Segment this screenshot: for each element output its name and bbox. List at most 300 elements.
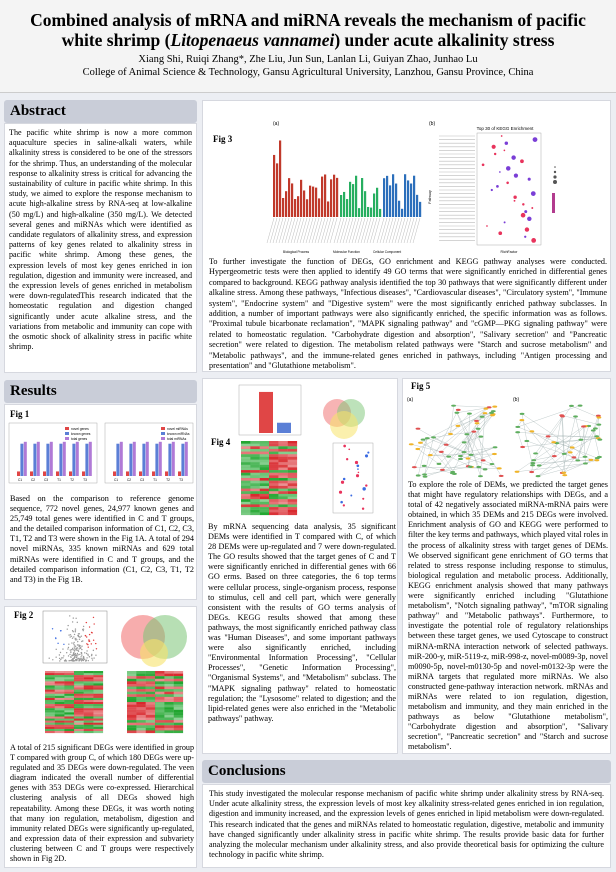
fig2-heatmap-d-cell xyxy=(136,694,145,697)
fig2-heatmap-c-cell xyxy=(84,681,94,683)
go-bar xyxy=(367,207,369,217)
volcano-point xyxy=(83,630,84,631)
fig1a-bar xyxy=(30,471,33,476)
fig2-heatmap-c-cell xyxy=(84,708,94,710)
go-bar xyxy=(383,178,385,217)
fig4-heatmap-cell xyxy=(241,512,250,515)
go-term-tick xyxy=(334,218,341,243)
volcano-point xyxy=(66,652,67,653)
fig3a-tag: (a) xyxy=(273,121,280,127)
gene-pathway-network-edge xyxy=(522,414,527,441)
fig2-heatmap-d-cell xyxy=(164,681,173,684)
volcano-point xyxy=(68,647,69,648)
fig4-heatmap-cell xyxy=(260,452,269,455)
fig2-heatmap-d-cell xyxy=(146,671,155,674)
fig2-heatmap-d-cell xyxy=(164,684,173,687)
fig1a-bar xyxy=(76,442,79,476)
fig2-heatmap-c-cell xyxy=(74,712,84,714)
go-term-tick xyxy=(352,218,359,243)
kegg-title: Top 30 of KEGG Enrichment xyxy=(476,126,534,131)
fig4-heatmap-cell xyxy=(241,452,250,455)
volcano-point xyxy=(78,645,79,646)
fig2-heatmap-d-cell xyxy=(146,681,155,684)
fig4-heatmap-cell xyxy=(241,444,250,447)
fig1b-bar xyxy=(159,442,162,476)
fig2-heatmap-d-cell xyxy=(164,671,173,674)
gene-pathway-network-node xyxy=(533,452,538,454)
kegg-dot xyxy=(505,141,508,144)
fig2-heatmap-c-cell xyxy=(55,729,65,731)
mirna-mrna-network-node xyxy=(415,448,420,450)
fig2-heatmap-d-cell xyxy=(127,689,136,692)
fig4-heatmap-cell xyxy=(278,454,287,457)
fig4-heatmap-cell xyxy=(241,489,250,492)
volcano-point xyxy=(65,660,66,661)
fig4-heatmap-cell xyxy=(260,441,269,444)
fig2-heatmap-d-cell xyxy=(127,674,136,677)
fig1b-legend-label: novel miRNAs xyxy=(167,427,188,431)
fig1b-tick-label: T3 xyxy=(179,478,183,482)
fig2-heatmap-d-cell xyxy=(174,715,183,718)
fig4-heatmap-cell xyxy=(260,512,269,515)
gene-pathway-network-node xyxy=(594,435,599,437)
fig2-heatmap-d-cell xyxy=(136,712,145,715)
fig2-heatmap-c-cell xyxy=(45,683,55,685)
gene-pathway-network-node xyxy=(520,413,525,415)
fig2-heatmap-d-cell xyxy=(174,720,183,723)
gene-pathway-network-node xyxy=(552,455,557,457)
fig4-heatmap-cell xyxy=(250,512,259,515)
fig2-heatmap-c-cell xyxy=(64,677,74,679)
fig4-dot xyxy=(343,478,346,481)
kegg-dot xyxy=(504,221,506,223)
volcano-point xyxy=(74,657,75,658)
fig4-dot xyxy=(350,495,352,497)
fig2-heatmap-c-cell xyxy=(55,716,65,718)
kegg-xlabel: RichFactor xyxy=(500,250,518,254)
go-bar xyxy=(306,199,308,217)
fig2-heatmap-d-cell xyxy=(146,723,155,726)
fig4-heatmap-cell xyxy=(269,449,278,452)
fig2-heatmap-d-cell xyxy=(164,728,173,731)
fig4-heatmap-cell xyxy=(260,446,269,449)
fig4-heatmap-cell xyxy=(278,446,287,449)
fig2-heatmap-c-cell xyxy=(45,692,55,694)
fig2-heatmap-d-cell xyxy=(146,684,155,687)
volcano-point xyxy=(79,654,80,655)
fig1a-chart xyxy=(9,423,97,483)
fig4-heatmap-cell xyxy=(260,460,269,463)
go-term-tick xyxy=(303,218,310,243)
fig2-heatmap-d-cell xyxy=(136,697,145,700)
fig2-heatmap-d-cell xyxy=(136,728,145,731)
go-bar xyxy=(309,186,311,217)
gene-pathway-network-node xyxy=(595,457,600,459)
fig5b-tag: (b) xyxy=(513,397,520,403)
fig2-heatmap-c-cell xyxy=(55,694,65,696)
fig4-heatmap-cell xyxy=(241,457,250,460)
volcano-point xyxy=(86,650,87,651)
fig2-heatmap-d-cell xyxy=(127,681,136,684)
fig4-heatmap-cell xyxy=(288,481,297,484)
mirna-mrna-network-node xyxy=(464,433,469,435)
go-bar xyxy=(279,140,281,217)
fig4-heatmap-cell xyxy=(288,441,297,444)
fig2-heatmap-d-cell xyxy=(146,687,155,690)
fig2-heatmap-d-cell xyxy=(136,699,145,702)
fig2-heatmap-d-cell xyxy=(164,702,173,705)
fig2-heatmap-d-cell xyxy=(136,710,145,713)
fig4-heatmap-cell xyxy=(250,475,259,478)
fig2-heatmap-d-cell xyxy=(136,720,145,723)
fig4-heatmap-cell xyxy=(250,478,259,481)
gene-pathway-network-edge xyxy=(527,441,533,465)
fig1a-tick-label: T2 xyxy=(70,478,74,482)
volcano-point xyxy=(88,640,89,641)
fig2-heatmap-c-cell xyxy=(55,708,65,710)
go-term-tick xyxy=(346,218,353,243)
fig2-heatmap-d-cell xyxy=(136,689,145,692)
conclusions-text: This study investigated the molecular response mechanism of pacific white shrimp under alkalinity stress by RNA-seq. Under acute alkalinity stress, the expression levels of most key alkalinity stress-related genes enriched in ion regulation, digestion and immunity increased, and the expression levels of genes enriched in lipid metabolism were down-regulated. This research indicated that the genes and miRNAs related to homeostatic regulation, digestive, metabolic and immunity have changed significantly under alkalinity stress in pacific white shrimp. The results provide basic data for further analyzing the molecular mechanism under alkalinity stress, and also provide theoretical basis for optimizing the culture technology in pacific white shrimp. xyxy=(209,789,604,860)
fig2-heatmap-c-cell xyxy=(45,725,55,727)
mirna-mrna-network-edge xyxy=(425,454,494,477)
go-term-tick xyxy=(355,218,362,243)
fig4-heatmap-cell xyxy=(250,497,259,500)
mirna-mrna-network-node xyxy=(409,443,414,445)
volcano-point xyxy=(72,630,73,631)
go-term-tick xyxy=(267,218,274,243)
volcano-point xyxy=(80,658,81,659)
volcano-point xyxy=(88,660,89,661)
kegg-dot xyxy=(491,189,493,191)
fig2-heatmap-d-cell xyxy=(146,728,155,731)
fig2-graphics xyxy=(41,609,225,737)
gene-pathway-network-node xyxy=(572,456,577,458)
volcano-point xyxy=(76,656,77,657)
fig2-heatmap-d-cell xyxy=(174,681,183,684)
gene-pathway-network-edge xyxy=(562,415,599,424)
gene-pathway-network-node xyxy=(537,464,542,466)
fig1a-bar xyxy=(33,444,36,476)
go-axis-label-cc: Cellular Component xyxy=(373,250,402,254)
fig2-heatmap-d-cell xyxy=(146,712,155,715)
fig3-charts xyxy=(263,117,603,257)
gene-pathway-network-node xyxy=(589,459,594,461)
fig4-heatmap-cell xyxy=(288,457,297,460)
fig4-dot xyxy=(340,501,343,504)
fig2-heatmap-d-cell xyxy=(155,671,164,674)
fig4-heatmap-cell xyxy=(250,483,259,486)
fig2-heatmap-d-cell xyxy=(136,705,145,708)
go-term-tick xyxy=(377,218,384,243)
fig2-heatmap-c-cell xyxy=(84,729,94,731)
kegg-dot xyxy=(525,227,529,231)
go-bar xyxy=(413,176,415,217)
fig2-heatmap-d-cell xyxy=(136,676,145,679)
gene-pathway-network-node xyxy=(519,419,524,421)
fig1a-bar xyxy=(89,442,92,476)
mirna-mrna-network-node xyxy=(469,454,474,456)
species-name: Litopenaeus vannamei xyxy=(170,30,335,50)
fig4-heatmap-cell xyxy=(278,510,287,513)
mirna-mrna-network-node xyxy=(493,446,498,448)
volcano-point xyxy=(60,630,61,631)
fig2-heatmap-c-cell xyxy=(64,712,74,714)
fig2-heatmap-c-cell xyxy=(84,679,94,681)
fig4-heatmap-cell xyxy=(269,499,278,502)
fig1b-bar xyxy=(172,442,175,476)
gene-pathway-network-node xyxy=(578,439,583,441)
gene-pathway-network-edge xyxy=(593,430,599,457)
volcano-point xyxy=(83,658,84,659)
fig4-heatmap-cell xyxy=(250,486,259,489)
fig1a-bar xyxy=(46,444,49,476)
fig4-heatmap-cell xyxy=(288,465,297,468)
volcano-point xyxy=(74,634,75,635)
volcano-point xyxy=(86,636,87,637)
fig4-heatmap-cell xyxy=(288,483,297,486)
volcano-point xyxy=(63,644,64,645)
volcano-point xyxy=(89,656,90,657)
fig2-heatmap-c-cell xyxy=(84,698,94,700)
fig2-heatmap-d-cell xyxy=(155,694,164,697)
kegg-dot xyxy=(520,159,524,163)
fig2-heatmap-c-cell xyxy=(93,685,103,687)
kegg-dot xyxy=(506,166,511,171)
mirna-mrna-network-node xyxy=(476,428,481,430)
fig2-heatmap-c-cell xyxy=(64,714,74,716)
mirna-mrna-network-node xyxy=(456,425,461,427)
fig1a-bar xyxy=(37,442,40,476)
go-term-tick xyxy=(291,218,298,243)
fig2-heatmap-c-cell xyxy=(55,692,65,694)
fig2-heatmap-c-cell xyxy=(74,704,84,706)
volcano-point xyxy=(75,649,76,650)
fig4-heatmap-cell xyxy=(278,452,287,455)
go-bar xyxy=(324,174,326,217)
go-bar xyxy=(327,201,329,217)
go-bar xyxy=(321,177,323,217)
go-bar xyxy=(294,199,296,217)
fig2-heatmap-c-cell xyxy=(93,681,103,683)
fig4-heatmap-cell xyxy=(241,446,250,449)
mirna-mrna-network-node xyxy=(484,408,489,410)
mirna-mrna-network-node xyxy=(428,454,433,456)
fig4-heatmap-cell xyxy=(250,481,259,484)
volcano-point xyxy=(80,648,81,649)
gene-pathway-network-node xyxy=(524,440,529,442)
go-term-tick xyxy=(367,218,374,243)
fig2-heatmap-d-cell xyxy=(136,725,145,728)
title-line-1: Combined analysis of mRNA and miRNA reveals the mechanism of pacific xyxy=(30,10,586,30)
volcano-point xyxy=(76,660,77,661)
fig2-heatmap-d-cell xyxy=(146,699,155,702)
fig4-dot xyxy=(356,464,359,467)
fig1b-bar xyxy=(129,444,132,476)
fig2-heatmap-c-cell xyxy=(74,681,84,683)
kegg-dot xyxy=(498,231,502,235)
fig1b-bar xyxy=(181,444,184,476)
go-bar xyxy=(336,178,338,217)
volcano-point xyxy=(70,651,71,652)
go-bar xyxy=(398,201,400,217)
fig1b-legend-swatch xyxy=(161,437,165,440)
fig2-heatmap-d-cell xyxy=(174,697,183,700)
kegg-size-legend xyxy=(554,171,556,173)
abstract-heading: Abstract xyxy=(4,100,197,123)
fig4-dot-plot xyxy=(333,443,373,513)
fig2-heatmap-d-cell xyxy=(127,694,136,697)
fig2-heatmap-c-cell xyxy=(93,694,103,696)
fig4-dot xyxy=(365,454,368,457)
fig4-heatmap-cell xyxy=(260,507,269,510)
go-bar xyxy=(273,155,275,217)
fig2-heatmap-c-cell xyxy=(84,723,94,725)
kegg-dot xyxy=(521,213,526,218)
fig4-heatmap-cell xyxy=(278,489,287,492)
fig2-heatmap-c-cell xyxy=(64,704,74,706)
go-term-tick xyxy=(279,218,286,243)
fig2-heatmap-d-cell xyxy=(127,715,136,718)
volcano-point xyxy=(77,654,78,655)
fig4-heatmap-cell xyxy=(278,441,287,444)
fig4-dot xyxy=(343,445,346,448)
fig2-heatmap-c-cell xyxy=(64,679,74,681)
fig4-heatmap-cell xyxy=(260,489,269,492)
fig2-heatmap-c-cell xyxy=(55,681,65,683)
volcano-point xyxy=(83,628,84,629)
fig2-heatmap-d-cell xyxy=(164,720,173,723)
go-term-tick xyxy=(312,218,319,243)
fig2-heatmap-d-cell xyxy=(164,676,173,679)
fig2-heatmap-d-cell xyxy=(127,679,136,682)
fig2-heatmap-d-cell xyxy=(136,679,145,682)
fig4-heatmap-cell xyxy=(241,499,250,502)
fig4-heatmap-cell xyxy=(288,452,297,455)
mirna-mrna-network-node xyxy=(462,451,467,453)
kegg-size-legend xyxy=(553,175,556,178)
results-heading: Results xyxy=(4,380,197,403)
go-term-tick xyxy=(370,218,377,243)
fig2-heatmap-d-cell xyxy=(136,718,145,721)
fig4-heatmap-cell xyxy=(260,494,269,497)
fig2-heatmap-c-cell xyxy=(93,714,103,716)
fig2-heatmap-c-cell xyxy=(84,671,94,673)
fig2-heatmap-c-cell xyxy=(84,710,94,712)
fig2-heatmap-c-cell xyxy=(64,731,74,733)
fig5-panel xyxy=(402,378,611,754)
fig4-heatmap-cell xyxy=(269,512,278,515)
fig2-heatmap-c-cell xyxy=(45,706,55,708)
volcano-point xyxy=(75,655,76,656)
fig2-heatmap-c-cell xyxy=(55,723,65,725)
fig2-heatmap-d-cell xyxy=(127,730,136,733)
go-bar xyxy=(312,187,314,217)
mirna-mrna-network-node xyxy=(446,455,451,457)
fig2-heatmap-c-cell xyxy=(74,723,84,725)
go-term-tick xyxy=(330,218,337,243)
mirna-mrna-network-node xyxy=(476,466,481,468)
fig2-heatmap-c-cell xyxy=(74,714,84,716)
volcano-point xyxy=(78,633,79,634)
fig2-heatmap-d-cell xyxy=(146,710,155,713)
fig1b-legend-label: known miRNAs xyxy=(167,432,190,436)
fig4-heatmap-cell xyxy=(288,510,297,513)
fig4-heatmap-cell xyxy=(269,491,278,494)
fig4-heatmap-cell xyxy=(260,449,269,452)
fig1a-bar xyxy=(72,444,75,476)
go-term-tick xyxy=(413,218,420,243)
mirna-mrna-network-node xyxy=(492,453,497,455)
fig2-heatmap-d-cell xyxy=(127,684,136,687)
fig4-heatmap-cell xyxy=(250,504,259,507)
go-term-tick xyxy=(270,218,277,243)
mirna-mrna-network-node xyxy=(478,436,483,438)
fig2-heatmap-c-cell xyxy=(74,694,84,696)
go-term-tick xyxy=(380,218,387,243)
fig2-heatmap-c-cell xyxy=(55,710,65,712)
fig1a-legend-swatch xyxy=(65,432,69,435)
fig2-heatmap-c-cell xyxy=(74,725,84,727)
fig2-heatmap-c-cell xyxy=(93,671,103,673)
fig2-heatmap-c-cell xyxy=(74,700,84,702)
volcano-point xyxy=(77,653,78,654)
go-bar xyxy=(364,191,366,217)
fig4-heatmap-cell xyxy=(269,446,278,449)
fig4-bar-chart xyxy=(239,385,301,435)
kegg-dot xyxy=(527,217,531,221)
poster-header xyxy=(0,0,616,93)
kegg-dot xyxy=(514,200,516,202)
fig1b-tick-label: T1 xyxy=(153,478,157,482)
go-bar xyxy=(352,184,354,217)
fig2-heatmap-c-cell xyxy=(74,710,84,712)
go-bar xyxy=(285,191,287,217)
mirna-mrna-network-edge xyxy=(414,467,499,468)
fig2-heatmap-c-cell xyxy=(64,710,74,712)
fig2-heatmap-d-cell xyxy=(146,715,155,718)
fig2-heatmap-c-cell xyxy=(55,731,65,733)
fig1a-tick-label: C1 xyxy=(17,478,23,482)
fig4-heatmap-cell xyxy=(278,512,287,515)
mirna-mrna-network-node xyxy=(492,406,497,408)
go-bar xyxy=(355,176,357,217)
go-term-tick xyxy=(386,218,393,243)
gene-pathway-network-edge xyxy=(536,416,563,453)
fig4-heatmap-cell xyxy=(260,499,269,502)
fig2-venn xyxy=(121,615,187,667)
mirna-mrna-network-node xyxy=(475,422,480,424)
kegg-dot-plot xyxy=(428,133,557,245)
fig2-heatmap-d-cell xyxy=(127,676,136,679)
gene-pathway-network-node xyxy=(568,451,573,453)
fig4-heatmap-cell xyxy=(250,467,259,470)
volcano-point xyxy=(76,655,77,656)
fig2-heatmap-d-cell xyxy=(146,720,155,723)
fig3-label: Fig 3 xyxy=(213,134,233,144)
volcano-point xyxy=(75,618,76,619)
go-term-tick xyxy=(398,218,405,243)
fig2-heatmap-d-cell xyxy=(164,710,173,713)
mirna-mrna-network-node xyxy=(497,467,502,469)
fig2-heatmap-c-cell xyxy=(93,704,103,706)
fig4-heatmap-cell xyxy=(260,473,269,476)
go-bar xyxy=(343,192,345,217)
mirna-mrna-network-node xyxy=(474,420,479,422)
fig2-heatmap-d-cell xyxy=(164,712,173,715)
fig2-heatmap-c-cell xyxy=(64,708,74,710)
volcano-point xyxy=(71,636,72,637)
